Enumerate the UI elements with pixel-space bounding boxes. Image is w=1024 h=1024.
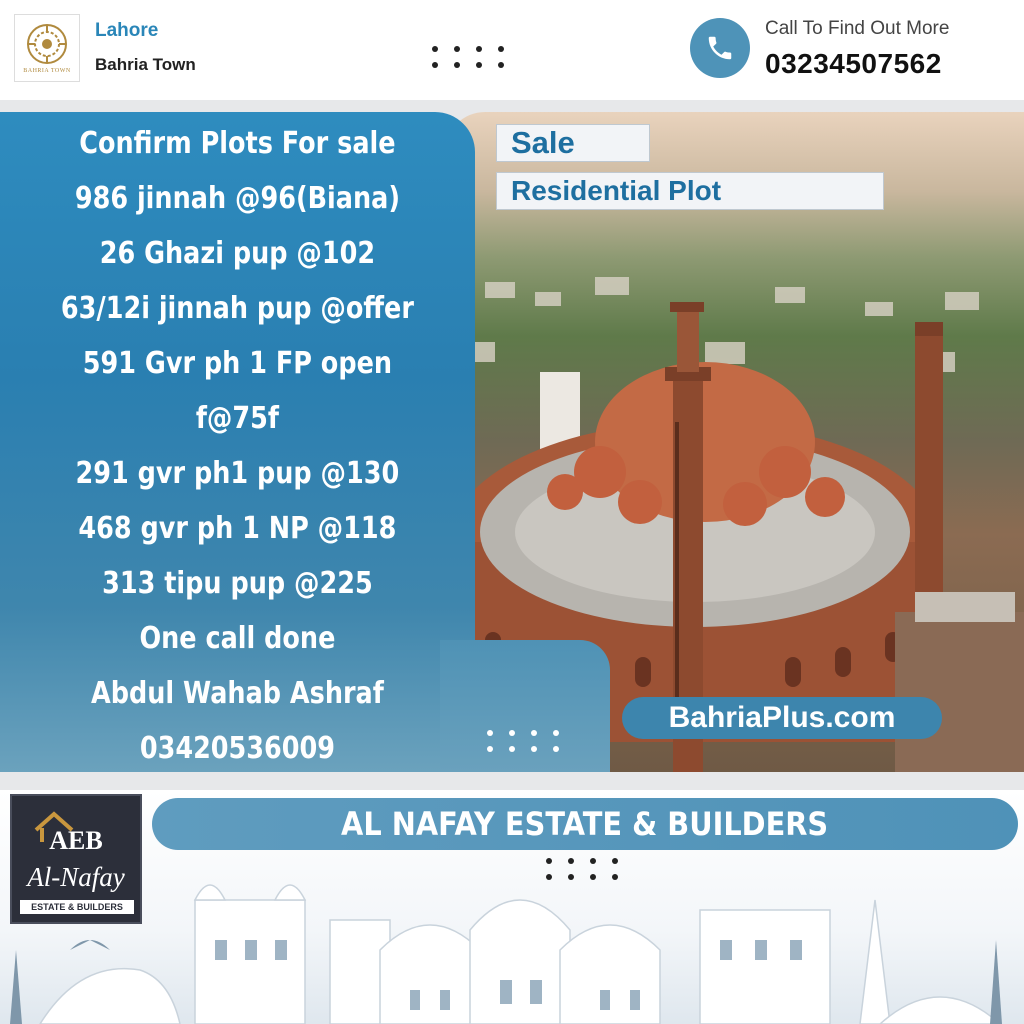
logo-subtitle: ESTATE & BUILDERS [20,900,134,914]
bahria-town-emblem-icon [25,22,69,66]
contact-number[interactable]: 03420536009 [139,731,336,766]
decorative-dots-white [487,730,559,752]
company-name: AL NAFAY ESTATE & BUILDERS [341,805,829,843]
phone-button[interactable] [690,18,750,78]
al-nafay-logo [10,794,142,924]
company-name-bar [152,798,1018,850]
area-label: Bahria Town [95,55,196,74]
call-number[interactable]: 03234507562 [765,48,942,79]
listing-line: 63/12i jinnah pup @offer [60,291,414,326]
listing-line: 591 Gvr ph 1 FP open [82,346,393,381]
phone-icon [705,33,735,63]
listing-line: One call done [139,621,336,656]
contact-name: Abdul Wahab Ashraf [90,676,384,711]
decorative-dots-footer [546,858,618,880]
purpose-tag: Sale [496,124,650,162]
decorative-dots [432,46,504,68]
call-label: Call To Find Out More [765,18,950,39]
header [0,0,1024,100]
listing-heading: Confirm Plots For sale [79,126,396,161]
listing-text [36,116,440,776]
logo-name: Al-Nafay [27,862,125,892]
bahria-town-logo [14,14,80,82]
listing-line: 468 gvr ph 1 NP @118 [78,511,397,546]
listing-line: 313 tipu pup @225 [102,566,373,601]
listing-panel-tab [440,640,610,772]
city-label: Lahore [95,20,159,41]
website-link[interactable]: BahriaPlus.com [622,697,942,739]
logo-text: BAHRIA TOWN [23,68,71,74]
listing-line: 291 gvr ph1 pup @130 [75,456,400,491]
logo-abbreviation: AEB [49,826,103,855]
city-skyline [0,860,1024,1024]
listing-line: f@75f [195,401,280,436]
listing-line: 26 Ghazi pup @102 [99,236,376,271]
property-type-tag: Residential Plot [496,172,884,210]
listing-line: 986 jinnah @96(Biana) [74,181,401,216]
